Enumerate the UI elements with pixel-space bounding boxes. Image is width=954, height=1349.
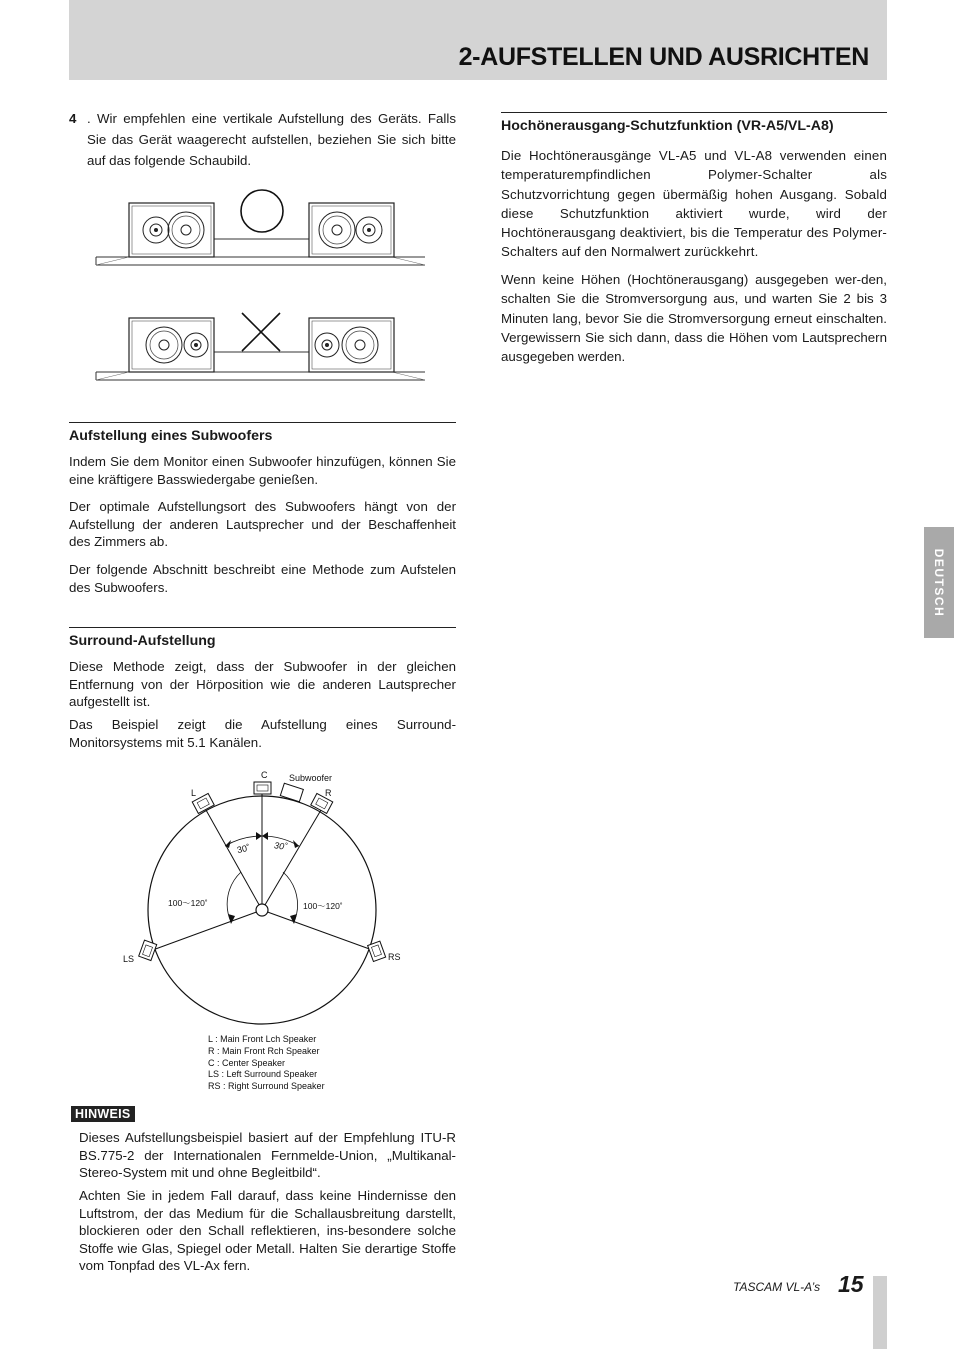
item-number: 4 xyxy=(69,111,77,126)
surround-paragraph-2: Das Beispiel zeigt die Aufstellung eines Surround-Monitorsystems mit 5.1 Kanälen. xyxy=(69,717,456,750)
speaker-icon xyxy=(280,783,303,802)
speaker-icon xyxy=(254,782,271,794)
page-title: 2-AUFSTELLEN UND AUSRICHTEN xyxy=(458,43,869,71)
section-title-surround: Surround-Aufstellung xyxy=(69,627,456,649)
footer-bar xyxy=(873,1276,887,1349)
circle-ok-icon xyxy=(241,190,283,232)
surround-diagram xyxy=(118,764,418,1094)
list-item-4 xyxy=(69,108,456,171)
hinweis-paragraph-2: Achten Sie in jedem Fall darauf, dass keine Hindernisse den Luftstrom, der das Medium für die Schallausbreitung darstellt, blockieren oder den Schall reflektieren, ins-besondere solche Stoffe wie Glas, Spiegel oder Metall. Halten Sie derartige Stoffe vom Tonpfad des VL-Ax fern. xyxy=(79,1188,456,1273)
correct-placement xyxy=(96,190,425,265)
tweeter-paragraph-1: Die Hochtönerausgänge VL-A5 und VL-A8 verwenden einen temperaturempfindlichen Polymer-Schalter als Schutzvorrichtung gegen übermäßig hohen Ausgang. Sobald diese Schutzfunktion aktiviert wurde, wird der Hochtönerausgang deaktiviert, bis die Temperatur des Polymer-Schalters auf den Normalwert zurückkehrt. xyxy=(501,148,887,260)
legend-item: R : Main Front Rch Speaker xyxy=(208,1046,320,1056)
speaker-icon xyxy=(129,318,214,372)
wrong-placement xyxy=(96,313,425,380)
legend-item: RS : Right Surround Speaker xyxy=(208,1081,325,1091)
footer-brand: TASCAM VL-A’s xyxy=(733,1280,821,1294)
label-c: C xyxy=(261,770,268,780)
item-text: . Wir empfehlen eine vertikale Aufstellung des Geräts. Falls Sie das Gerät waagerecht aufstellen, beziehen Sie sich bitte auf das folgende Schaubild. xyxy=(87,111,456,168)
section-title-subwoofer: Aufstellung eines Subwoofers xyxy=(69,422,456,444)
label-rs: RS xyxy=(388,952,401,962)
horizontal-placement-figure xyxy=(94,185,427,385)
diagram-legend xyxy=(208,1034,325,1091)
legend-item: LS : Left Surround Speaker xyxy=(208,1069,318,1079)
speaker-icon xyxy=(309,203,394,257)
legend-item: L : Main Front Lch Speaker xyxy=(208,1034,317,1044)
legend-item: C : Center Speaker xyxy=(208,1058,286,1068)
subwoofer-paragraph-2: Der optimale Aufstellungsort des Subwoofers hängt von der Aufstellung der anderen Lautsprecher und der Beschaffenheit des Zimmers ab. xyxy=(69,499,456,549)
label-angle-right: 30˚ xyxy=(273,840,288,852)
page-number: 15 xyxy=(838,1271,864,1297)
language-tab-label: DEUTSCH xyxy=(932,548,946,617)
speaker-icon xyxy=(129,203,214,257)
speaker-icon xyxy=(309,318,394,372)
speaker-icon xyxy=(368,941,386,961)
label-r: R xyxy=(325,788,332,798)
subwoofer-paragraph-1: Indem Sie dem Monitor einen Subwoofer hinzufügen, können Sie eine kräftigere Basswiedergabe genießen. xyxy=(69,454,456,487)
label-angle-left: 30˚ xyxy=(236,842,251,856)
tweeter-paragraph-2: Wenn keine Höhen (Hochtönerausgang) ausgegeben wer-den, schalten Sie die Stromversorgung aus, und warten Sie 2 bis 3 Minuten lang, bevor Sie die Stromversorgung erneut einschalten. Vergewissern Sie sich dann, dass die Höhen vom Lautsprechern ausgegeben werden. xyxy=(501,272,887,365)
label-side-left: 100〜120˚ xyxy=(168,898,208,908)
label-l: L xyxy=(191,788,197,798)
label-subwoofer: Subwoofer xyxy=(289,773,333,783)
surround-paragraph-1: Diese Methode zeigt, dass der Subwoofer in der gleichen Entfernung von der Hörposition wie die anderen Lautsprecher aufgestellt ist. xyxy=(69,659,456,709)
page-header xyxy=(69,0,887,80)
label-side-right: 100〜120˚ xyxy=(303,901,343,911)
hinweis-badge: HINWEIS xyxy=(71,1106,135,1122)
speaker-icon xyxy=(139,940,157,960)
cross-wrong-icon xyxy=(242,313,280,351)
hinweis-paragraph-1: Dieses Aufstellungsbeispiel basiert auf der Empfehlung ITU-R BS.775-2 der Internationalen Fernmelde-Union, „Multikanal-Stereo-System mit und ohne Begleitbild“. xyxy=(79,1130,456,1180)
subwoofer-paragraph-3: Der folgende Abschnitt beschreibt eine Methode zum Aufstelen des Subwoofers. xyxy=(69,562,456,595)
section-title-tweeter: Hochönerausgang-Schutzfunktion (VR-A5/VL-A8) xyxy=(501,112,887,134)
language-tab xyxy=(924,527,954,638)
label-ls: LS xyxy=(123,954,135,964)
